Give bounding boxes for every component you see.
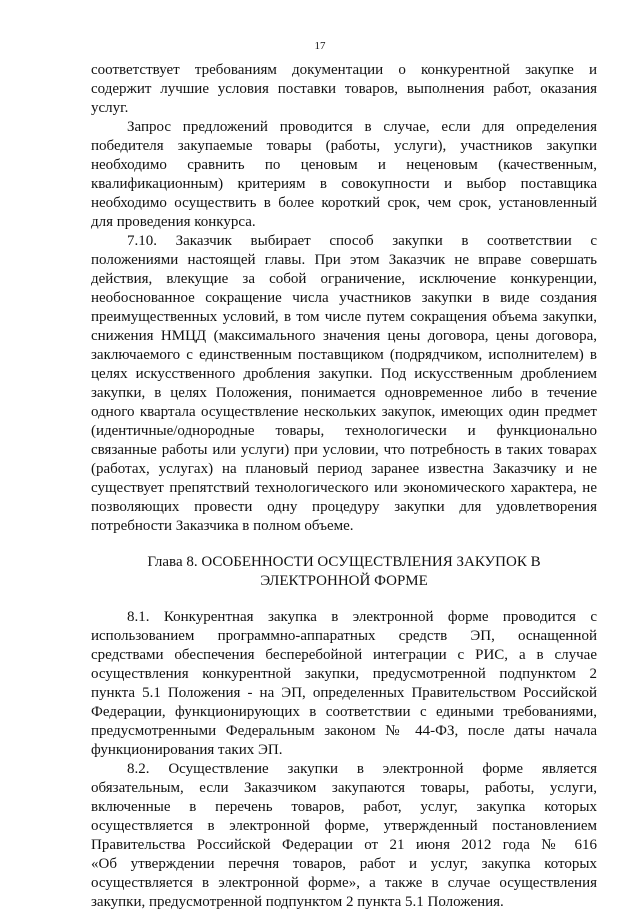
text-line: квалификационным) критериям в совокупности и выбор поставщика bbox=[91, 176, 597, 192]
text-line: осуществляется в электронной форме», а также в случае осуществления bbox=[91, 875, 597, 891]
paragraph-8-2 bbox=[91, 760, 597, 912]
text-line: существует препятствий технологического или экономического характера, не bbox=[91, 480, 597, 496]
chapter-heading bbox=[91, 553, 597, 591]
text-line: использованием программно-аппаратных средств ЭП, оснащенной bbox=[91, 628, 597, 644]
text-line: победителя закупаемые товары (работы, услуги), участников закупки bbox=[91, 138, 597, 154]
text-line: необходимо осуществить в более короткий срок, чем срок, установленный bbox=[91, 195, 597, 211]
text-line: преимущественных условий, в том числе путем сокращения объема закупки, bbox=[91, 309, 597, 325]
text-line: обязательным, если Заказчиком закупаются товары, работы, услуги, bbox=[91, 780, 597, 796]
text-line: заключаемого с единственным поставщиком (подрядчиком, исполнителем) в bbox=[91, 347, 597, 363]
text-line: для проведения конкурса. bbox=[91, 214, 256, 230]
text-line: необоснованное сокращение числа участников закупки в виде создания bbox=[91, 290, 597, 306]
text-line: осуществляется в электронной форме, утвержденный постановлением bbox=[91, 818, 597, 834]
text-line: содержит лучшие условия поставки товаров, выполнения работ, оказания bbox=[91, 81, 597, 97]
paragraph-intro bbox=[91, 61, 597, 118]
heading-line: Глава 8. ОСОБЕННОСТИ ОСУЩЕСТВЛЕНИЯ ЗАКУПОК В bbox=[147, 554, 541, 570]
paragraph-request-for-proposals bbox=[91, 118, 597, 232]
text-line: соответствует требованиям документации о конкурентной закупке и bbox=[91, 62, 597, 78]
text-line: (идентичные/однородные товары, технологически и функционально bbox=[91, 423, 597, 439]
text-line: пункта 5.1 Положения - на ЭП, определенных Правительством Российской bbox=[91, 685, 597, 701]
text-line: связанные работы или услуги) при условии, что потребность в таких товарах bbox=[91, 442, 597, 458]
text-line: (работах, услугах) на плановый период заранее известна Заказчику и не bbox=[91, 461, 597, 477]
text-line: потребности Заказчика в полном объеме. bbox=[91, 518, 354, 534]
text-line: 8.1. Конкурентная закупка в электронной форме проводится с bbox=[127, 609, 597, 625]
text-line: Запрос предложений проводится в случае, если для определения bbox=[127, 119, 597, 135]
text-line: осуществления конкурентной закупки, предусмотренной подпунктом 2 bbox=[91, 666, 597, 682]
paragraph-7-10 bbox=[91, 232, 597, 536]
text-line: предусмотренными Федеральным законом № 44-ФЗ, после даты начала bbox=[91, 723, 597, 739]
text-line: закупки, в целях Положения, понимается одновременное либо в течение bbox=[91, 385, 597, 401]
heading-line: ЭЛЕКТРОННОЙ ФОРМЕ bbox=[260, 573, 428, 589]
text-line: средствами обеспечения бесперебойной интеграции с РИС, а в случае bbox=[91, 647, 597, 663]
text-line: действия, влекущие за собой ограничение, исключение конкуренции, bbox=[91, 271, 597, 287]
text-line: целях искусственного дробления закупки. Под искусственным дроблением bbox=[91, 366, 597, 382]
page-content bbox=[91, 61, 597, 912]
text-line: закупки, предусмотренной подпунктом 2 пункта 5.1 Положения. bbox=[91, 894, 504, 910]
spacer bbox=[91, 536, 597, 553]
text-line: позволяющих провести одну процедуру закупки для удовлетворения bbox=[91, 499, 597, 515]
text-line: Правительства Российской Федерации от 21 июня 2012 года № 616 bbox=[91, 837, 597, 853]
page-number: 17 bbox=[314, 40, 326, 52]
paragraph-8-1 bbox=[91, 608, 597, 760]
text-line: включенные в перечень товаров, работ, услуг, закупка которых bbox=[91, 799, 597, 815]
text-line: необходимо сравнить по ценовым и неценовым (качественным, bbox=[91, 157, 597, 173]
text-line: 8.2. Осуществление закупки в электронной форме является bbox=[127, 761, 597, 777]
text-line: «Об утверждении перечня товаров, работ и услуг, закупка которых bbox=[91, 856, 597, 872]
text-line: Федерации, функционирующих в соответствии с едиными требованиями, bbox=[91, 704, 597, 720]
spacer bbox=[91, 591, 597, 608]
text-line: 7.10. Заказчик выбирает способ закупки в соответствии с bbox=[127, 233, 597, 249]
text-line: услуг. bbox=[91, 100, 129, 116]
text-line: снижения НМЦД (максимального значения цены договора, цены договора, bbox=[91, 328, 597, 344]
text-line: одного квартала осуществление нескольких закупок, имеющих один предмет bbox=[91, 404, 597, 420]
text-line: функционирования таких ЭП. bbox=[91, 742, 283, 758]
text-line: положениями настоящей главы. При этом Заказчик не вправе совершать bbox=[91, 252, 597, 268]
